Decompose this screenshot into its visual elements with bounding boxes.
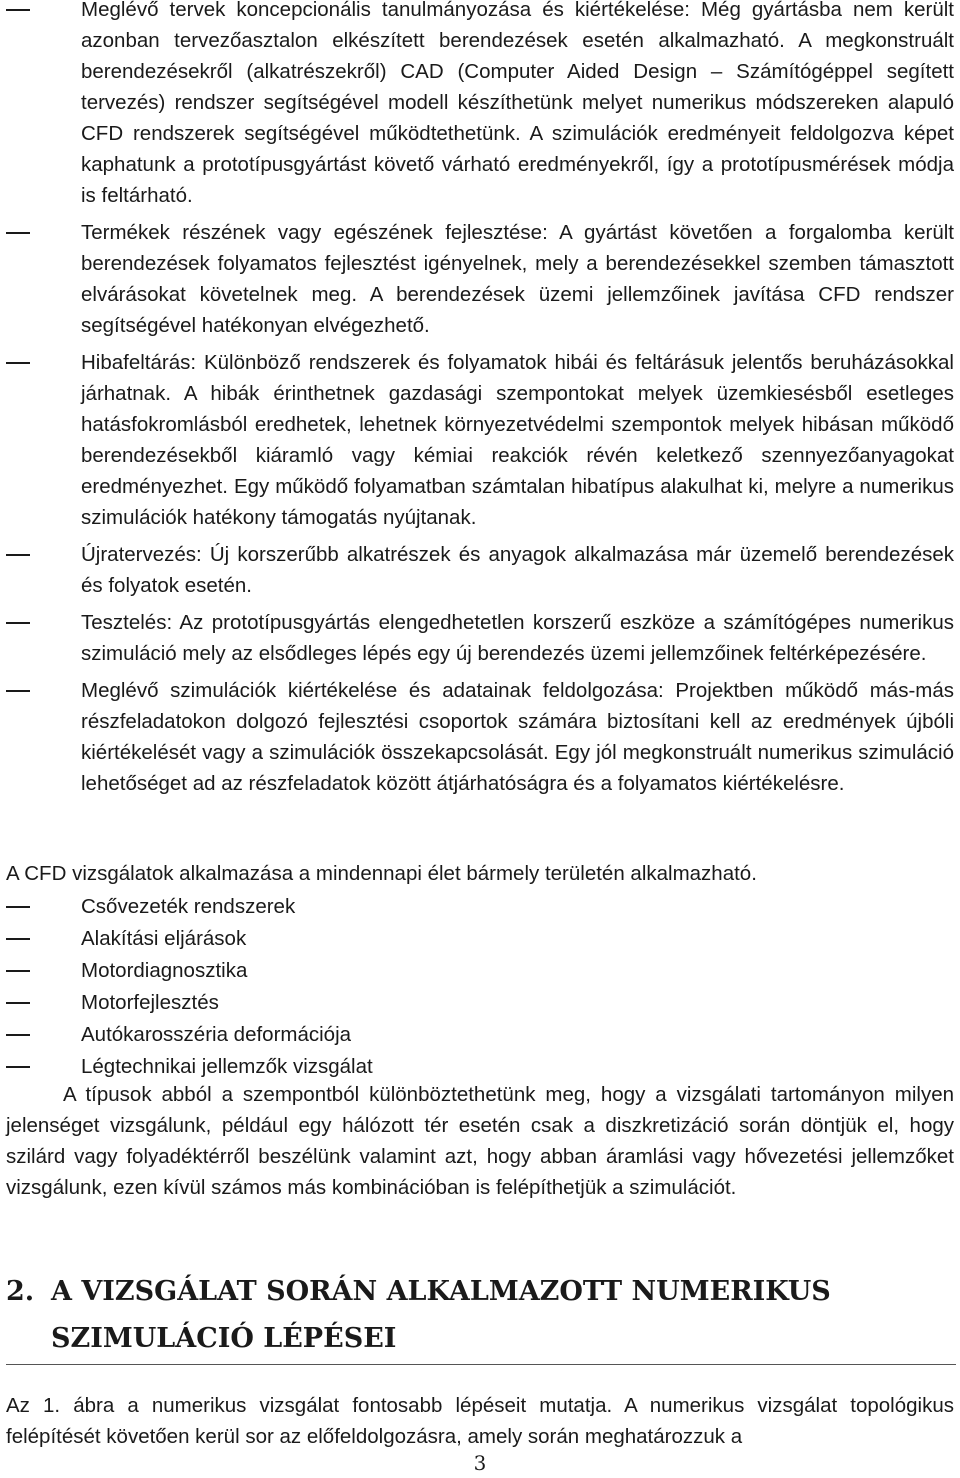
dash-bullet — [6, 1002, 30, 1004]
dash-bullet — [6, 554, 30, 556]
section-title-line-2: SZIMULÁCIÓ LÉPÉSEI — [51, 1323, 397, 1354]
list-item — [0, 1019, 960, 1051]
dash-bullet — [6, 906, 30, 908]
list-item-text: Hibafeltárás: Különböző rendszerek és folyamatok hibái és feltárásuk jelentős beruházásokkal járhatnak. A hibák érinthetnek gazdasági szempontokat melyek üzemkiesésből esetleges hatásfokromlásból eredhetek, lehetnek környezetvédelmi szempontok melyek hibásan működő berendezésekből kiáramló vagy kémiai reakciók révén keletkező szennyezőanyagokat eredményezhet. Egy működő folyamatban számtalan hibatípus alakulhat ki, melyre a numerikus szimulációk hatékony támogatás nyújtanak. — [81, 351, 954, 529]
dash-bullet — [6, 362, 30, 364]
list-item-text: Termékek részének vagy egészének fejlesztése: A gyártást követően a forgalomba került berendezések folyamatos fejlesztést igényelnek, mely a berendezésekkel szemben támasztott elvárásokat követelnek meg. A berendezések üzemi jellemzőinek javítása CFD rendszer segítségével hatékonyan elvégezhető. — [81, 221, 954, 337]
list-item-text: Légtechnikai jellemzők vizsgálat — [81, 1055, 373, 1078]
list-item-text: Autókarosszéria deformációja — [81, 1023, 352, 1046]
dash-bullet — [6, 938, 30, 940]
heading-underline — [6, 1364, 956, 1365]
list-item — [0, 347, 960, 533]
dash-bullet — [6, 1066, 30, 1068]
list-item — [0, 0, 960, 211]
list-item-text: Tesztelés: Az prototípusgyártás elengedhetetlen korszerű eszköze a számítógépes numerikus szimuláció mely az elsődleges lépés egy új berendezés üzemi jellemzőinek feltérképezésére. — [81, 611, 954, 665]
list-item — [0, 607, 960, 669]
dash-bullet — [6, 9, 30, 11]
figure-description-paragraph: Az 1. ábra a numerikus vizsgálat fontosabb lépéseit mutatja. A numerikus vizsgálat topológikus felépítését követően kerül sor az előfeldolgozásra, amely során meghatározzuk a — [6, 1394, 954, 1448]
list-item — [0, 891, 960, 923]
dash-bullet — [6, 622, 30, 624]
list-item — [0, 217, 960, 341]
dash-bullet — [6, 1034, 30, 1036]
list-item-text: Motordiagnosztika — [81, 959, 248, 982]
list-item — [0, 923, 960, 955]
list-item — [0, 987, 960, 1019]
simulation-types-paragraph: A típusok abból a szempontból különböztethetünk meg, hogy a vizsgálati tartományon milyen jelenséget vizsgálunk, például egy hálózott tér esetén csak a diszkretizáció során döntjük el, hogy szilárd vagy folyadéktérről beszélünk valamint azt, hogy abban áramlási vagy hővezetési jellemzőket vizsgálunk, ezen kívül számos más kombinációban is felépíthetjük a szimulációt. — [6, 1083, 954, 1199]
list-item-text: Alakítási eljárások — [81, 927, 247, 950]
list-item-text: Újratervezés: Új korszerűbb alkatrészek és anyagok alkalmazása már üzemelő berendezések és folyatok esetén. — [81, 543, 954, 597]
list-item-text: Meglévő szimulációk kiértékelése és adatainak feldolgozása: Projektben működő más-más részfeladatokon dolgozó fejlesztési csoportok számára biztosítani kell az eredmények újbóli kiértékelését vagy a szimulációk összekapcsolását. Egy jól megkonstruált numerikus szimuláció lehetőséget ad az részfeladatok között átjárhatóságra és a folyamatos kiértékelésre. — [81, 679, 954, 795]
list-item-text: Meglévő tervek koncepcionális tanulmányozása és kiértékelése: Még gyártásba nem került azonban tervezőasztalon elkészített berendezések esetén alkalmazható. A megkonstruált berendezésekről (alkatrészekről) CAD (Computer Aided Design – Számítógéppel segített tervezés) rendszer segítségével modell készíthetünk melyet numerikus módszereken alapuló CFD rendszerek segítségével működtethetünk. A szimulációk eredményeit feldolgozva képet kaphatunk a prototípusgyártást követő várható eredményekről, így a prototípusmérések módja is feltárható. — [81, 0, 954, 207]
applications-list — [0, 891, 960, 1083]
list-item — [0, 539, 960, 601]
section-number: 2. — [6, 1276, 35, 1307]
list-item — [0, 675, 960, 799]
section-title-line-1: A VIZSGÁLAT SORÁN ALKALMAZOTT NUMERIKUS — [51, 1276, 831, 1307]
dash-bullet — [6, 232, 30, 234]
dash-bullet — [6, 690, 30, 692]
list-item-text: Motorfejlesztés — [81, 991, 219, 1014]
page-number: 3 — [473, 1451, 487, 1475]
list-item-text: Csővezeték rendszerek — [81, 895, 296, 918]
section-heading — [6, 1268, 956, 1362]
list-item — [0, 955, 960, 987]
applications-intro: A CFD vizsgálatok alkalmazása a mindennapi élet bármely területén alkalmazható. — [6, 862, 757, 885]
dash-bullet — [6, 970, 30, 972]
